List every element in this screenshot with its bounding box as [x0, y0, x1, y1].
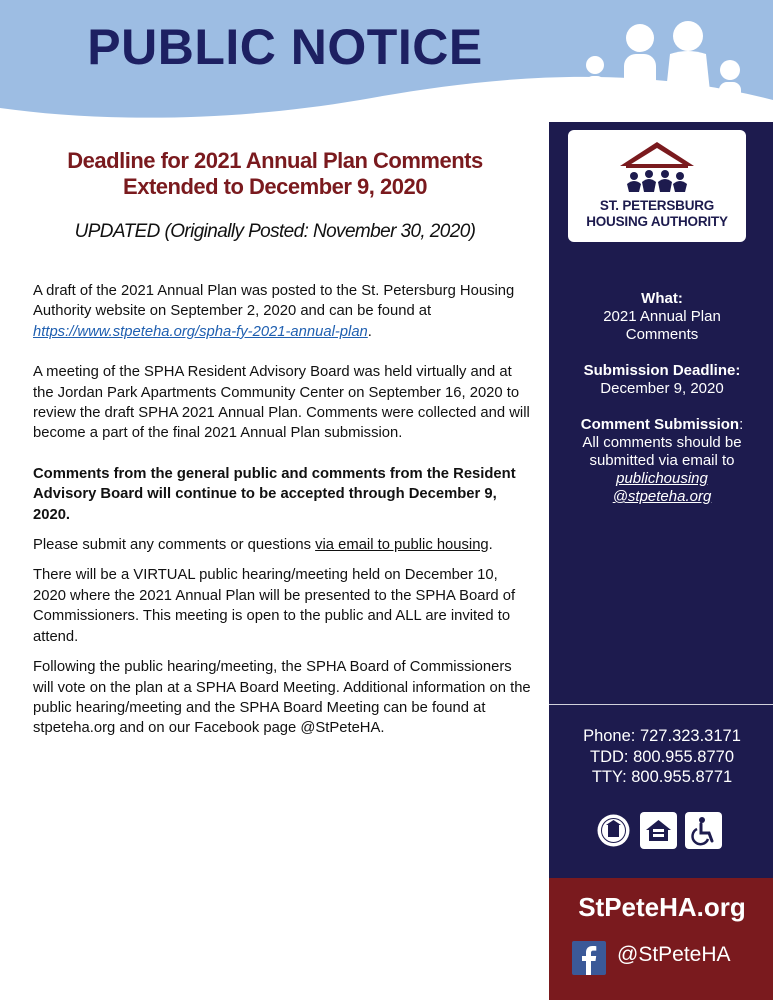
paragraph-advisory-meeting: A meeting of the SPHA Resident Advisory Board was held virtually and at the Jordan Park Apartments Community Center on September 16, 2020 to review the draft SPHA 2021 Annual Plan. Comments were collected and will become a part of the final 2021 Annual Plan submission. — [33, 364, 530, 442]
sidebar-divider — [549, 704, 773, 705]
accessibility-icon — [685, 812, 722, 849]
logo-name: ST. PETERSBURG HOUSING AUTHORITY — [586, 198, 728, 229]
paragraph-comments-accepted: Comments from the general public and comments from the Resident Advisory Board will continue to be accepted through December 9, 2020. — [33, 465, 516, 523]
headline-line-2: Extended to December 9, 2020 — [123, 174, 427, 199]
headline-line-1: Deadline for 2021 Annual Plan Comments — [67, 148, 483, 173]
deadline-block: Submission Deadline: December 9, 2020 — [583, 362, 741, 397]
paragraph-submit-comments: Please submit any comments or questions via email to public housing. — [33, 537, 493, 554]
tty-number: TTY: 800.955.8771 — [591, 768, 733, 786]
paragraph-board-vote: Following the public hearing/meeting, the SPHA Board of Commissioners will vote on the plan at a SPHA Board Meeting. Additional information on the public hearing/meeting and the SPHA Board Meeting can be found at stpeteha.org and on our Facebook page @StPeteHA. — [33, 659, 531, 737]
what-block: What: 2021 Annual Plan Comments — [603, 290, 721, 343]
hud-seal-icon — [595, 812, 632, 849]
tdd-number: TDD: 800.955.8770 — [589, 747, 734, 766]
info-sidebar — [547, 122, 773, 878]
updated-note: UPDATED (Originally Posted: November 30, 2020) — [74, 221, 476, 242]
website-link[interactable]: StPeteHA.org — [578, 892, 746, 922]
notice-body — [33, 281, 531, 749]
compliance-badges — [595, 812, 745, 852]
facebook-icon[interactable] — [572, 941, 606, 975]
comment-submission-block: Comment Submission: All comments should be submitted via email to publichousing @stpeteha.org — [549, 416, 773, 506]
paragraph-virtual-hearing: There will be a VIRTUAL public hearing/meeting held on December 10, 2020 where the 2021 Annual Plan will be presented to the SPHA Board of Commissioners. This meeting is open to the public and ALL are invited to attend. — [33, 567, 516, 645]
paragraph-draft-posted: A draft of the 2021 Annual Plan was posted to the St. Petersburg Housing Authority website on September 2, 2020 and can be found at https://www.stpeteha.org/spha-fy-2021-annual-plan. — [33, 283, 515, 340]
housing-authority-logo — [568, 130, 746, 242]
email-link-part-2[interactable]: @stpeteha.org — [612, 488, 712, 505]
email-link-part-1[interactable]: publichousing — [616, 470, 708, 487]
phone-number: Phone: 727.323.3171 — [583, 727, 741, 745]
annual-plan-link[interactable]: https://www.stpeteha.org/spha-fy-2021-annual-plan — [33, 323, 368, 340]
footer-panel — [547, 878, 773, 1000]
notice-headline — [30, 148, 520, 200]
family-silhouette-icon — [570, 10, 770, 130]
facebook-handle[interactable]: @StPeteHA — [617, 943, 731, 966]
sidebar-details — [549, 290, 773, 524]
equal-housing-icon — [640, 812, 677, 849]
contact-info — [549, 726, 773, 788]
housing-authority-logo-icon — [612, 138, 702, 196]
page-title: PUBLIC NOTICE — [87, 19, 483, 75]
email-public-housing-link[interactable]: via email to public housing — [315, 537, 489, 554]
